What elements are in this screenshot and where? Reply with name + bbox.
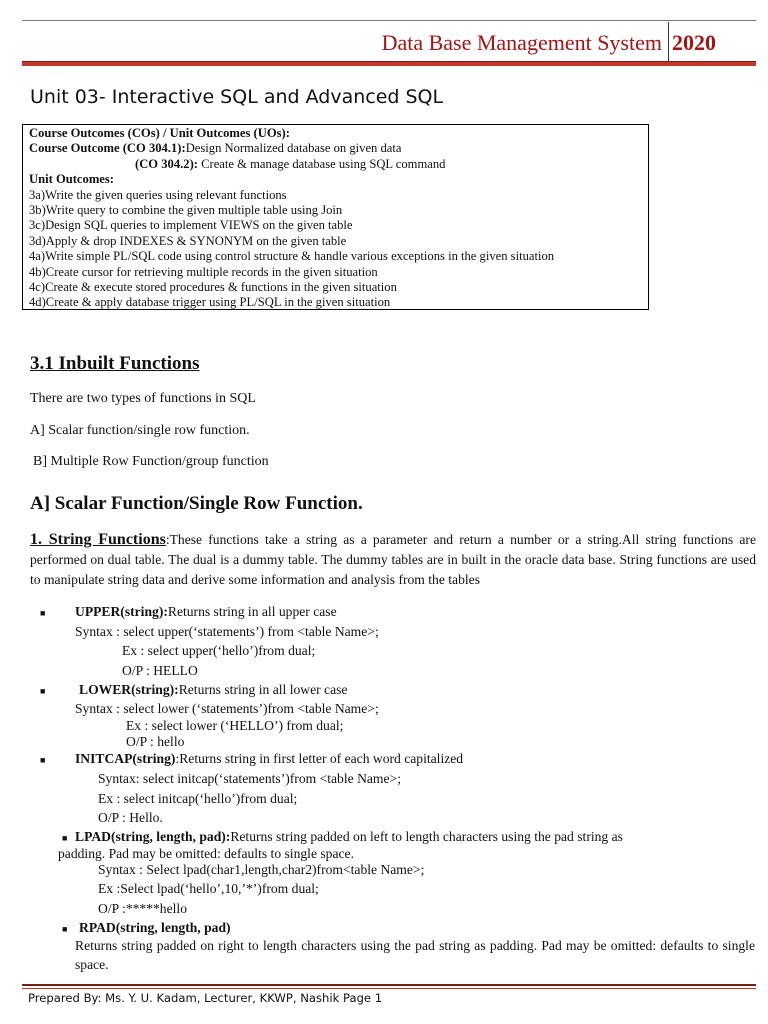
lpad-output: O/P :*****hello bbox=[98, 901, 187, 916]
header-year: 2020 bbox=[672, 30, 716, 55]
lower-desc: Returns string in all lower case bbox=[178, 682, 348, 697]
co2-text: Create & manage database using SQL command bbox=[197, 156, 446, 171]
unit-outcome-item: 3a)Write the given queries using relevant functions bbox=[29, 187, 287, 202]
initcap-example: Ex : select initcap(‘hello’)from dual; bbox=[98, 791, 298, 806]
string-functions-label: 1. String Functions bbox=[30, 531, 166, 548]
co1-label: Course Outcome (CO 304.1): bbox=[29, 141, 186, 156]
section-a-heading: A] Scalar Function/Single Row Function. bbox=[30, 493, 363, 514]
page-header bbox=[22, 22, 756, 60]
initcap-syntax: Syntax: select initcap(‘statements’)from <table Name>; bbox=[98, 771, 401, 786]
header-separator bbox=[668, 22, 669, 62]
rpad-desc: Returns string padded on right to length characters using the pad string as padding. Pad may be omitted: defaults to single space. bbox=[75, 938, 755, 972]
lpad-desc-continued: padding. Pad may be omitted: defaults to single space. bbox=[58, 846, 354, 861]
upper-syntax: Syntax : select upper(‘statements’) from <table Name>; bbox=[75, 624, 379, 639]
lower-output: O/P : hello bbox=[126, 734, 185, 749]
bullet-icon: ■ bbox=[62, 924, 68, 934]
unit-outcome-item: 4d)Create & apply database trigger using PL/SQL in the given situation bbox=[29, 295, 391, 310]
unit-outcome-item: 4c)Create & execute stored procedures & functions in the given situation bbox=[29, 280, 397, 295]
section-31-intro: There are two types of functions in SQL bbox=[30, 391, 256, 406]
unit-title: Unit 03- Interactive SQL and Advanced SQL bbox=[30, 86, 444, 108]
initcap-name: INITCAP(string) bbox=[75, 751, 176, 766]
unit-outcome-item: 4b)Create cursor for retrieving multiple records in the given situation bbox=[29, 264, 378, 279]
unit-outcome-item: 3b)Write query to combine the given multiple table using Join bbox=[29, 203, 343, 218]
header-top-rule bbox=[22, 20, 756, 21]
string-functions-paragraph bbox=[30, 530, 756, 590]
bullet-icon: ■ bbox=[40, 608, 46, 618]
initcap-desc: :Returns string in first letter of each word capitalized bbox=[175, 751, 464, 766]
footer-rule bbox=[22, 984, 756, 986]
footer-rule-thin bbox=[22, 988, 756, 989]
outcomes-box bbox=[22, 124, 649, 310]
lpad-example: Ex :Select lpad(‘hello’,10,’*’)from dual; bbox=[98, 881, 319, 896]
bullet-icon: ■ bbox=[62, 833, 68, 843]
lpad-desc-line bbox=[75, 829, 623, 845]
lower-desc-line bbox=[79, 682, 347, 698]
upper-desc-line bbox=[75, 604, 337, 620]
upper-desc: Returns string in all upper case bbox=[167, 604, 337, 619]
lpad-desc: Returns string padded on left to length characters using the pad string as bbox=[230, 829, 623, 844]
lower-example: Ex : select lower (‘HELLO’) from dual; bbox=[126, 718, 344, 733]
header-title: Data Base Management System bbox=[381, 30, 662, 55]
upper-example: Ex : select upper(‘hello’)from dual; bbox=[122, 643, 316, 658]
course-outcome-2 bbox=[29, 157, 648, 172]
function-type-a: A] Scalar function/single row function. bbox=[30, 423, 250, 438]
unit-outcome-item: 3c)Design SQL queries to implement VIEWS on the given table bbox=[29, 218, 353, 233]
unit-outcome-item: 4a)Write simple PL/SQL code using control structure & handle various exceptions in the given situation bbox=[29, 249, 555, 264]
string-functions-text: :These functions take a string as a parameter and return a number or a string.All string functions are performed on dual table. The dual is a dummy table. The dummy tables are in built in the oracle data base. String functions are used to manipulate string data and derive some information and analysis from the tables bbox=[30, 532, 756, 587]
section-31-heading: 3.1 Inbuilt Functions bbox=[30, 353, 200, 374]
initcap-output: O/P : Hello. bbox=[98, 810, 163, 825]
function-type-b: B] Multiple Row Function/group function bbox=[33, 454, 269, 469]
lower-name: LOWER(string): bbox=[79, 682, 179, 697]
initcap-desc-line bbox=[75, 751, 463, 767]
unit-outcome-item: 3d)Apply & drop INDEXES & SYNONYM on the given table bbox=[29, 233, 347, 248]
bullet-icon: ■ bbox=[40, 755, 46, 765]
co2-label: (CO 304.2): bbox=[135, 156, 198, 171]
lpad-name: LPAD(string, length, pad): bbox=[75, 829, 231, 844]
upper-name: UPPER(string): bbox=[75, 604, 168, 619]
lower-syntax: Syntax : select lower (‘statements’)from <table Name>; bbox=[75, 701, 379, 716]
lpad-syntax: Syntax : Select lpad(char1,length,char2)from<table Name>; bbox=[98, 862, 425, 877]
outcomes-heading: Course Outcomes (COs) / Unit Outcomes (UOs): bbox=[29, 126, 290, 140]
course-outcome-1 bbox=[29, 141, 648, 156]
rpad-name: RPAD(string, length, pad) bbox=[79, 920, 231, 935]
bullet-icon: ■ bbox=[40, 686, 46, 696]
co1-text: Design Normalized database on given data bbox=[185, 141, 402, 156]
header-bottom-rule bbox=[22, 61, 756, 66]
upper-output: O/P : HELLO bbox=[122, 663, 198, 678]
page-footer: Prepared By: Ms. Y. U. Kadam, Lecturer, KKWP, Nashik Page 1 bbox=[28, 991, 383, 1005]
unit-outcomes-heading: Unit Outcomes: bbox=[29, 172, 114, 187]
